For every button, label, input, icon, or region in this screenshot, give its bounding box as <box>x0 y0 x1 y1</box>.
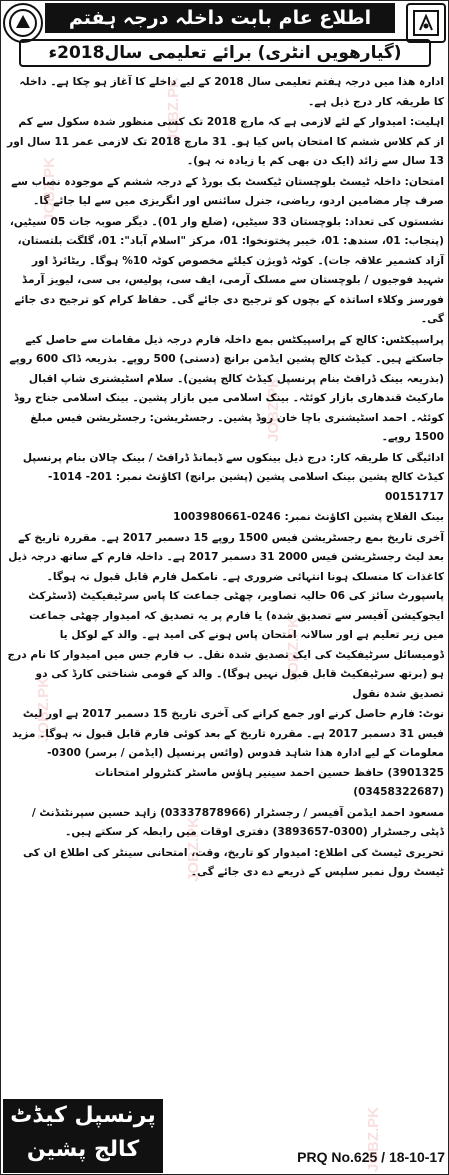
signatory-line-2: کالج پشین <box>26 1137 140 1162</box>
watermark: JOBZ.PK <box>41 156 59 223</box>
watermark: JOBZ.PK <box>265 376 283 443</box>
exam-paragraph: امتحان: داخلہ ٹیسٹ بلوچستان ٹیکسٹ بک بورڈ کے درجہ ششم کے موجودہ نصاب سے صرف چار مضامین اردو، ریاضی، جنرل سائنس اور انگریزی میں سے لیا جائے گا۔ <box>11 175 444 207</box>
contacts-paragraph: مسعود احمد ایڈمن آفیسر / رجسٹرار (03337878966) زاہد حسین سپرنٹنڈنٹ / ڈپٹی رجسٹرار (0300-3893657) دفتری اوقات میں رابطہ کر سکتے ہیں۔ <box>31 806 444 838</box>
bank-account-paragraph: بینک الفلاح پشین اکاؤنٹ نمبر: 0246-1003980661 <box>173 511 444 523</box>
emblem-icon <box>411 8 441 38</box>
notice-title: اطلاع عام بابت داخلہ درجہ ہفتم <box>45 3 395 33</box>
notice-body <box>7 73 444 1073</box>
prospectus-paragraph: پراسپیکٹس: کالج کے پراسپیکٹس بمع داخلہ فارم درجہ ذیل مقامات سے حاصل کیے جاسکتے ہیں۔ کیڈٹ کالج پشین ایڈمن برانچ (دستی) 500 روپے۔ بذریعہ ڈاک 600 روپے (بذریعہ بینک ڈرافٹ بنام پرنسپل کیڈٹ کالج پشین)۔ سلام اسٹیشنری شاپ اقبال مارکیٹ قندھاری بازار کوئٹہ۔ بینک اسلامی میں بازار پشین۔ بینک اسلامی جناح روڈ کوئٹہ۔ احمد اسٹیشنری باچا خان روڈ پشین۔ رجسٹریشن: رجسٹریشن فیس مبلغ 1500 روپے۔ <box>9 333 444 443</box>
college-emblem-logo <box>406 3 446 43</box>
watermark: JOBZ.PK <box>285 616 303 683</box>
payment-paragraph: ادائیگی کا طریقہ کار: درج ذیل بینکوں سے ڈیمانڈ ڈرافٹ / بینک چالان بنام پرنسپل کیڈٹ کالج پشین بینک اسلامی پشین (پشین برانچ) اکاؤنٹ نمبر: 201- 1014-00151717 <box>22 451 444 503</box>
college-crest-logo <box>3 3 43 43</box>
signatory-line-1: پرنسپل کیڈٹ <box>10 1103 156 1128</box>
crest-icon <box>8 8 38 38</box>
deadline-paragraph: آخری تاریخ بمع رجسٹریشن فیس 1500 روپے 15 دسمبر 2017 ہے۔ مقررہ تاریخ کے بعد لیٹ رجسٹریشن فیس 2000 31 دسمبر 2017 ہے۔ داخلہ فارم کے ساتھ درجہ ذیل کاغذات کا منسلک ہونا انتہائی ضروری ہے۔ نامکمل فارم قابل قبول نہ ہوگا۔ پاسپورٹ سائز کی 06 حالیہ تصاویر، چھٹی جماعت کا پاس سرٹیفیکیٹ (ڈسٹرکٹ ایجوکیشن آفیسر سے تصدیق شدہ) یا فارم پر یہ تصدیق کہ امیدوار چھٹی جماعت میں زیر تعلیم ہے اور سالانہ امتحان پاس ہونے کی امید ہے۔ والد کے لوکل یا ڈومیسائل سرٹیفکیٹ کی ایک تصدیق شدہ نقل۔ ب فارم جس میں امیدوار کا نام درج ہو (برتھ سرٹیفکیٹ قابل قبول نہیں ہوگا)۔ والد کے قومی شناختی کارڈ کی دو تصدیق شدہ نقول <box>7 531 444 700</box>
prq-number: PRQ No.625 / 18-10-17 <box>297 1149 445 1165</box>
notice-subtitle: (گیارھویں انٹری) برائے تعلیمی سال2018ء <box>19 39 431 67</box>
watermark: JOBZ.PK <box>165 76 183 143</box>
eligibility-paragraph: اہلیت: امیدوار کے لئے لازمی ہے کہ مارچ 2018 تک کسی منظور شدہ سکول سے کم از کم کلاس ششم کا امتحان پاس کیا ہو۔ 31 مارچ 2018 تک لازمی عمر 11 سال اور 13 سال سے زائد (ایک دن بھی کم یا زیادہ نہ ہو)۔ <box>7 116 444 167</box>
note-paragraph: نوٹ: فارم حاصل کرنے اور جمع کرانے کی آخری تاریخ 15 دسمبر 2017 ہے اور لیٹ فیس 31 دسمبر 2017 ہے۔ مقررہ تاریخ کے بعد کوئی فارم قابل قبول نہ ہوگا۔ مزید معلومات کے لیے ادارہ ھذا شاہد قدوس (وائس پرنسپل (ایڈمن / برسر) 0300-3901325) حافظ حسین احمد سینیر ہاؤس ماسٹر کنٹرولر امتحانات (03458322687) <box>12 708 444 798</box>
written-test-paragraph: تحریری ٹیسٹ کی اطلاع: امیدوار کو تاریخ، وقت، امتحانی سینٹر کی اطلاع ان کی ٹیسٹ رول نمبر سلپس کے ذریعے دے دی جائے گی۔ <box>22 846 444 878</box>
watermark: JOBZ.PK <box>35 676 53 743</box>
seats-paragraph: نشستوں کی تعداد: بلوچستان 33 سیٹیں، (ضلع وار 01)۔ دیگر صوبہ جات 05 سیٹیں، (پنجاب: 01، سندھ: 01، خیبر پختونخوا: 01، مرکز "اسلام آباد": 01، گلگت بلتستان، آزاد کشمیر علاقہ جات)۔ کوٹہ ڈویژن کیلئے مخصوص کوٹہ 10% ہوگا۔ ریٹائرڈ اور شہید فوجیوں / بلوچستان سے مسلک آرمی، ایف سی، پولیس، بی سی، لیویز آرمڈ فورسز وکلاء اساتذہ کے بچوں کو ترجیح دی جائے گی۔ حفاظ کرام کو ترجیح دی جائے گی۔ <box>9 215 444 325</box>
watermark: JOBZ.PK <box>365 1106 383 1173</box>
intro-paragraph: ادارہ ھذا میں درجہ ہفتم تعلیمی سال 2018 کے لیے داخلے کا آغاز ہو چکا ہے۔ داخلہ کا طریقہ کار درج ذیل ہے۔ <box>19 76 444 108</box>
signatory-box <box>3 1099 163 1173</box>
watermark: JOBZ.PK <box>185 816 203 883</box>
